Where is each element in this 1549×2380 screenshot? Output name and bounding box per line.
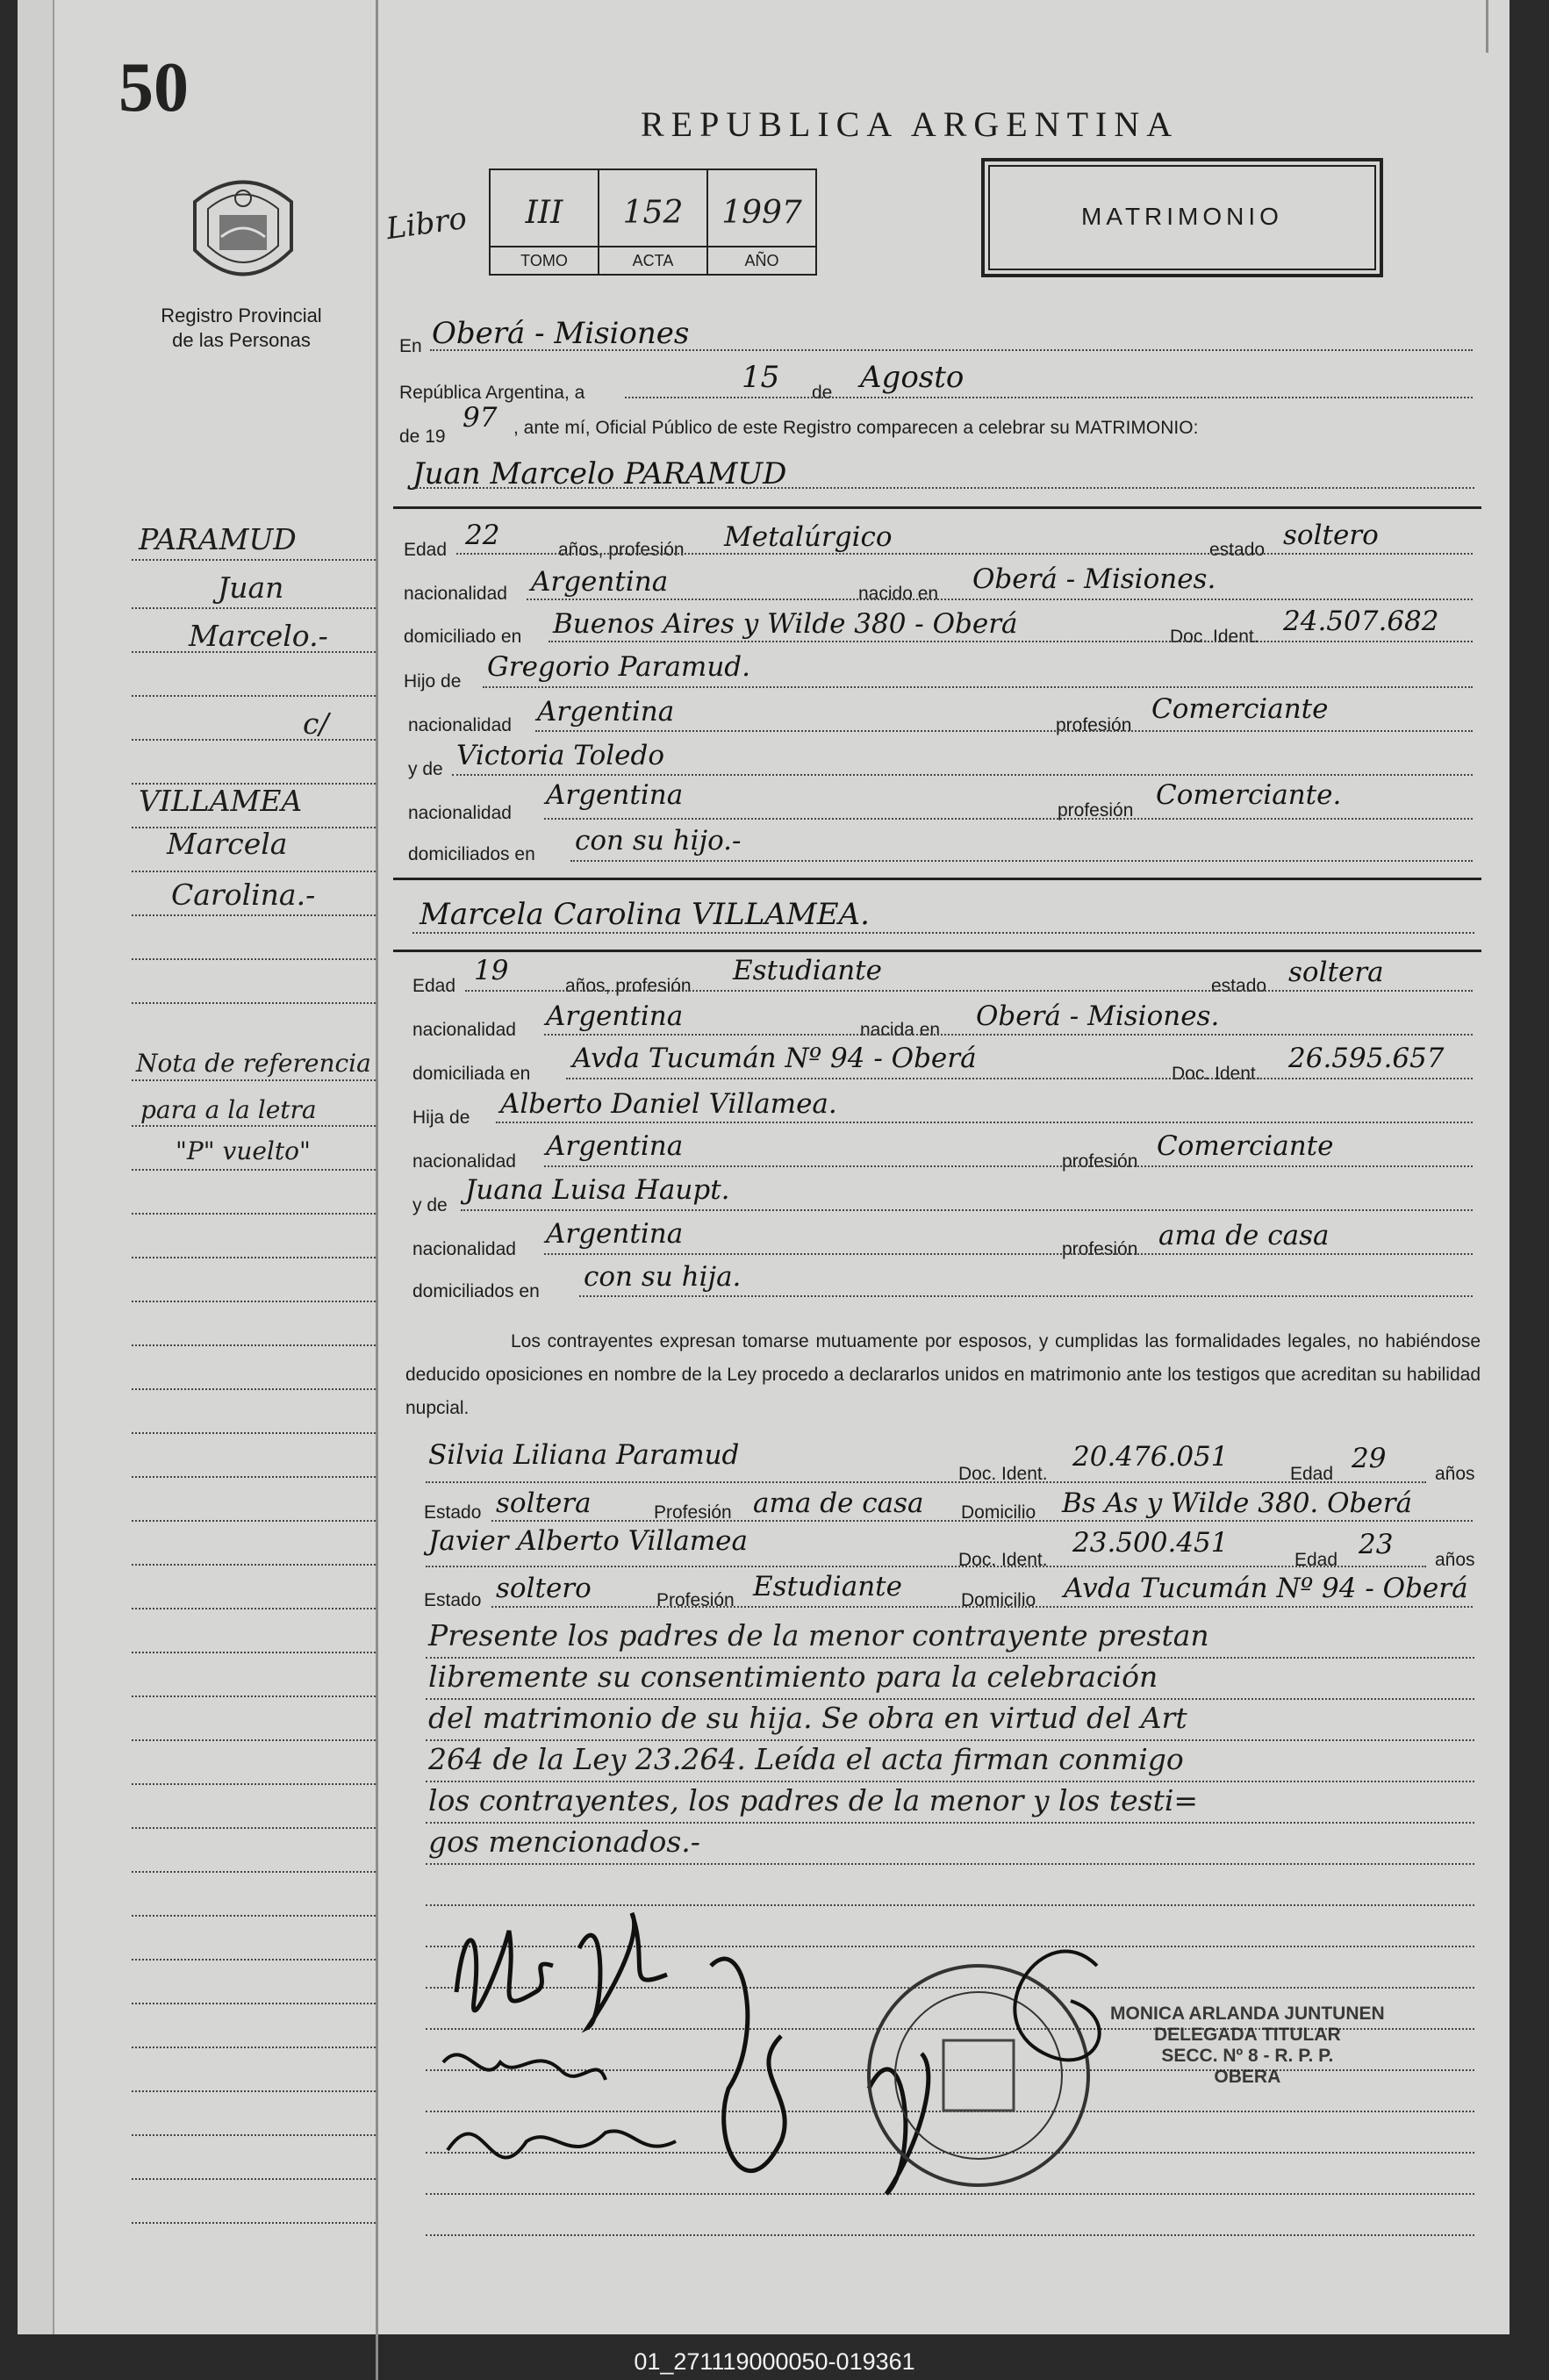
registry-label — [132, 304, 351, 353]
ruled-line — [426, 1698, 1474, 1700]
margin-groom-name2: Marcelo.- — [189, 619, 328, 653]
margin-line — [132, 1125, 376, 1127]
margin-line — [132, 1301, 376, 1302]
signature-witness1 — [443, 2054, 606, 2080]
ruled-line — [426, 1822, 1474, 1824]
groom-domicilio-label: domiciliado en — [404, 627, 522, 647]
acta-value: 152 — [622, 195, 684, 231]
margin-line — [132, 1608, 376, 1609]
groom-nacido: Oberá - Misiones. — [972, 563, 1216, 595]
observation-line: gos mencionados.- — [428, 1824, 700, 1859]
groom-estado-label: estado — [1209, 540, 1266, 560]
margin-line — [132, 1915, 376, 1917]
margin-line — [132, 2178, 376, 2180]
ruled-line — [426, 1657, 1474, 1659]
groom-name-line — [412, 487, 1474, 489]
margin-line — [132, 1739, 376, 1741]
witness2-doc: 23.500.451 — [1072, 1527, 1229, 1559]
bride-nac-label: nacionalidad — [412, 1020, 516, 1040]
right-edge-line — [1486, 0, 1488, 53]
witness1-doc: 20.476.051 — [1072, 1441, 1229, 1473]
groom-full-name: Juan Marcelo PARAMUD — [412, 456, 787, 491]
margin-line — [132, 607, 376, 609]
witness2-anos-label: años — [1435, 1550, 1475, 1570]
bride-full-name: Marcela Carolina VILLAMEA. — [420, 897, 870, 932]
margin-fold-line — [376, 0, 378, 2380]
margin-bride-surname: VILLAMEA — [139, 784, 303, 818]
observation-line: los contrayentes, los padres de la menor y los testi= — [428, 1783, 1199, 1817]
official-stamp-text — [1110, 2004, 1385, 2088]
bride-padre-nac-line — [544, 1165, 1473, 1167]
bride-padre-line — [496, 1122, 1473, 1123]
en-label: En — [399, 336, 422, 356]
margin-line — [132, 1213, 376, 1215]
de-label: de — [812, 383, 833, 403]
observations-text — [428, 1615, 1495, 1862]
official-title: DELEGADA TITULAR — [1153, 2025, 1341, 2045]
page-edge — [18, 0, 54, 2334]
country-title: REPUBLICA ARGENTINA — [641, 104, 1180, 144]
margin-line — [132, 2090, 376, 2092]
bride-dom-padres-line — [579, 1295, 1473, 1297]
groom-nacido-label: nacido en — [858, 584, 939, 604]
witness2-estado: soltero — [496, 1573, 592, 1604]
ruled-line — [426, 1739, 1474, 1741]
margin-line — [132, 1871, 376, 1873]
witness1-profesion: ama de casa — [753, 1488, 924, 1519]
groom-edad-line — [456, 553, 1473, 555]
groom-madre-label: y de — [408, 759, 443, 779]
margin-note-line1: Nota de referencia — [136, 1049, 371, 1078]
groom-padre-prof: Comerciante — [1151, 693, 1329, 725]
bride-madre: Juana Luisa Haupt. — [465, 1174, 730, 1206]
groom-madre-prof: Comerciante. — [1156, 779, 1342, 811]
witness1-edad-label: Edad — [1290, 1464, 1334, 1484]
bride-madre-nac-label: nacionalidad — [412, 1239, 516, 1259]
margin-line — [132, 1002, 376, 1004]
witness2-profesion: Estudiante — [753, 1571, 902, 1602]
bride-padre-nac: Argentina — [546, 1130, 684, 1162]
registry-label-line1: Registro Provincial — [161, 305, 322, 326]
formal-declaration-text: Los contrayentes expresan tomarse mutuamente por esposos, y cumplidas las formalidades legales, no habiéndose deducido oposiciones en nombre de la Ley procedo a declararlos unidos en matrimonio ante los testigos que acreditan su habilidad nupcial. — [405, 1331, 1481, 1418]
margin-line — [132, 695, 376, 697]
margin-connector: c/ — [303, 706, 329, 741]
bride-edad: 19 — [474, 955, 509, 986]
place-line — [430, 349, 1473, 351]
signature-official — [1015, 1952, 1099, 2061]
signature-father — [711, 1959, 785, 2171]
bride-estado: soltera — [1288, 957, 1384, 988]
bride-domicilio: Avda Tucumán Nº 94 - Oberá — [572, 1043, 977, 1074]
groom-dom-line — [549, 641, 1473, 642]
margin-line — [132, 1827, 376, 1829]
witness1-doc-label: Doc. Ident. — [958, 1464, 1048, 1484]
witness2-line — [426, 1566, 1426, 1567]
libro-handwriting: Libro — [384, 200, 470, 247]
bride-nacida-label: nacida en — [860, 1020, 941, 1040]
margin-line — [132, 871, 376, 872]
ruled-line — [426, 1781, 1474, 1782]
margin-line — [132, 2222, 376, 2224]
margin-line — [132, 1695, 376, 1697]
groom-estado: soltero — [1283, 520, 1379, 551]
bride-dom-line — [566, 1078, 1473, 1079]
official-name: MONICA ARLANDA JUNTUNEN — [1110, 2004, 1385, 2024]
groom-madre-nac-label: nacionalidad — [408, 803, 512, 823]
groom-dom-padres: con su hijo.- — [575, 825, 742, 857]
groom-edad-label: Edad — [404, 540, 448, 560]
groom-section-rule — [393, 506, 1481, 509]
acta-label: ACTA — [599, 246, 706, 274]
registry-label-line2: de las Personas — [172, 329, 311, 351]
witness2-estado-label: Estado — [424, 1590, 482, 1610]
margin-line — [132, 1388, 376, 1390]
day-value: 15 — [742, 360, 780, 395]
witness1-domicilio: Bs As y Wilde 380. Oberá — [1062, 1488, 1413, 1519]
acta-cell — [599, 170, 708, 274]
groom-domicilio: Buenos Aires y Wilde 380 - Oberá — [553, 608, 1018, 640]
margin-line — [132, 1520, 376, 1522]
bride-padre-prof: Comerciante — [1157, 1130, 1334, 1162]
margin-line — [132, 1432, 376, 1434]
witness2-name: Javier Alberto Villamea — [428, 1525, 748, 1557]
official-section: SECC. Nº 8 - R. P. P. — [1161, 2046, 1334, 2066]
bride-profesion: Estudiante — [733, 955, 882, 986]
observation-line: del matrimonio de su hija. Se obra en virtud del Art — [428, 1701, 1187, 1735]
bride-dom-padres: con su hija. — [584, 1261, 742, 1293]
margin-line — [132, 2134, 376, 2136]
margin-bride-name2: Carolina.- — [171, 878, 316, 912]
page-number: 50 — [118, 49, 189, 126]
ano-cell — [708, 170, 815, 274]
signature-mother — [869, 2054, 929, 2194]
groom-madre-prof-label: profesión — [1058, 800, 1134, 821]
act-type-box — [981, 158, 1383, 277]
witness1-anos-label: años — [1435, 1464, 1475, 1484]
witness2-edad-label: Edad — [1294, 1550, 1338, 1570]
margin-line — [132, 1783, 376, 1785]
place-value: Oberá - Misiones — [432, 316, 690, 351]
ruled-line — [426, 1863, 1474, 1865]
margin-line — [132, 1169, 376, 1171]
signature-bride — [579, 1913, 667, 2027]
observation-line: Presente los padres de la menor contrayente prestan — [428, 1618, 1209, 1652]
margin-line — [132, 559, 376, 561]
margin-note-line2: para a la letra — [140, 1095, 317, 1124]
groom-madre-nac-line — [544, 818, 1473, 820]
witness1-line — [426, 1481, 1426, 1483]
bride-edad-label: Edad — [412, 976, 456, 996]
margin-line — [132, 651, 376, 653]
groom-nac-line — [527, 599, 1473, 600]
bride-nacida: Oberá - Misiones. — [976, 1000, 1220, 1032]
margin-line — [132, 1564, 376, 1566]
witness2-doc-label: Doc. Ident. — [958, 1550, 1048, 1570]
scan-caption: 01_271119000050-019361 — [634, 2348, 915, 2375]
margin-line — [132, 2047, 376, 2048]
groom-madre-line — [452, 774, 1473, 776]
bride-madre-prof-label: profesión — [1062, 1239, 1138, 1259]
bride-padre-nac-label: nacionalidad — [412, 1151, 516, 1172]
bride-padre: Alberto Daniel Villamea. — [500, 1088, 837, 1120]
groom-doc: 24.507.682 — [1283, 606, 1439, 637]
witness2-edad: 23 — [1359, 1529, 1394, 1560]
bride-madre-nac: Argentina — [546, 1218, 684, 1250]
ano-value: 1997 — [721, 195, 802, 231]
groom-profesion-label: años, profesión — [558, 540, 685, 560]
groom-padre-nac-line — [535, 730, 1473, 732]
bride-domicilio-label: domiciliada en — [412, 1064, 531, 1084]
groom-nacionalidad: Argentina — [531, 566, 669, 598]
groom-profesion: Metalúrgico — [724, 521, 893, 553]
observation-line: libremente su consentimiento para la celebración — [428, 1660, 1158, 1694]
year-suffix: 97 — [463, 402, 498, 434]
act-type: MATRIMONIO — [1081, 203, 1283, 230]
bride-doc: 26.595.657 — [1288, 1043, 1445, 1074]
witness1-profesion-label: Profesión — [654, 1502, 732, 1523]
bride-edad-line — [465, 990, 1473, 992]
republica-label: República Argentina, a — [399, 383, 585, 403]
year-prefix: de 19 — [399, 427, 446, 447]
groom-padre-prof-label: profesión — [1056, 715, 1132, 735]
margin-line — [132, 1652, 376, 1653]
witness1-edad: 29 — [1352, 1443, 1387, 1474]
witness2-domicilio: Avda Tucumán Nº 94 - Oberá — [1064, 1573, 1468, 1604]
groom-madre: Victoria Toledo — [456, 740, 665, 771]
book-reference-table — [489, 168, 817, 276]
witness2-line2 — [491, 1606, 1473, 1608]
margin-line — [132, 1476, 376, 1478]
groom-edad: 22 — [465, 520, 500, 551]
bride-estado-label: estado — [1211, 976, 1267, 996]
witness2-profesion-label: Profesión — [656, 1590, 735, 1610]
margin-groom-surname: PARAMUD — [139, 522, 297, 556]
groom-dom-padres-line — [570, 860, 1473, 862]
date-line — [625, 397, 1473, 398]
bride-section-rule — [393, 950, 1481, 952]
bride-padre-prof-label: profesión — [1062, 1151, 1138, 1172]
bride-profesion-label: años, profesión — [565, 976, 692, 996]
witness2-domicilio-label: Domicilio — [961, 1590, 1036, 1610]
official-city: OBERA — [1214, 2067, 1281, 2087]
bride-nac-line — [544, 1034, 1473, 1036]
margin-line — [132, 1079, 376, 1081]
bride-nacionalidad: Argentina — [546, 1000, 684, 1032]
provincial-seal-icon — [186, 167, 300, 290]
bride-madre-line — [461, 1209, 1473, 1211]
margin-line — [132, 914, 376, 916]
groom-madre-nac: Argentina — [546, 779, 684, 811]
witness1-estado-label: Estado — [424, 1502, 482, 1523]
tomo-value: III — [525, 195, 563, 231]
bride-madre-prof: ama de casa — [1158, 1220, 1330, 1251]
signatures — [430, 1878, 1132, 2290]
tomo-label: TOMO — [491, 246, 598, 274]
margin-line — [132, 1959, 376, 1961]
comparecen-text: , ante mí, Oficial Público de este Registro comparecen a celebrar su MATRIMONIO: — [513, 418, 1199, 438]
groom-padre-nac: Argentina — [537, 696, 675, 728]
bride-name-top-rule — [393, 878, 1481, 880]
margin-line — [132, 1344, 376, 1346]
ano-label: AÑO — [708, 246, 815, 274]
groom-padre-label: Hijo de — [404, 671, 462, 692]
bride-doc-label: Doc. Ident. — [1172, 1064, 1261, 1084]
signature-witness2 — [448, 2131, 676, 2157]
tomo-cell — [491, 170, 599, 274]
margin-line — [132, 1257, 376, 1258]
witness1-line2 — [491, 1520, 1473, 1522]
groom-padre-nac-label: nacionalidad — [408, 715, 512, 735]
round-stamp-icon — [869, 1966, 1088, 2185]
witness1-name: Silvia Liliana Paramud — [428, 1439, 740, 1471]
bride-madre-nac-line — [544, 1253, 1473, 1255]
margin-note-line3: "P" vuelto" — [176, 1136, 311, 1165]
bride-dom-padres-label: domiciliados en — [412, 1281, 540, 1301]
bride-padre-label: Hija de — [412, 1108, 470, 1128]
groom-dom-padres-label: domiciliados en — [408, 844, 535, 864]
witness1-domicilio-label: Domicilio — [961, 1502, 1036, 1523]
margin-bride-name1: Marcela — [167, 827, 288, 861]
groom-padre: Gregorio Paramud. — [487, 651, 750, 683]
signature-groom — [456, 1931, 553, 2011]
witness1-estado: soltera — [496, 1488, 592, 1519]
groom-nac-label: nacionalidad — [404, 584, 507, 604]
month-value: Agosto — [860, 360, 965, 395]
groom-doc-label: Doc. Ident. — [1170, 627, 1259, 647]
margin-groom-name1: Juan — [218, 570, 284, 605]
margin-line — [132, 739, 376, 741]
margin-line — [132, 2003, 376, 2004]
observation-line: 264 de la Ley 23.264. Leída el acta firman conmigo — [428, 1742, 1184, 1776]
groom-padre-line — [483, 686, 1473, 688]
bride-name-line — [412, 932, 1474, 934]
margin-line — [132, 958, 376, 960]
bride-madre-label: y de — [412, 1195, 448, 1215]
